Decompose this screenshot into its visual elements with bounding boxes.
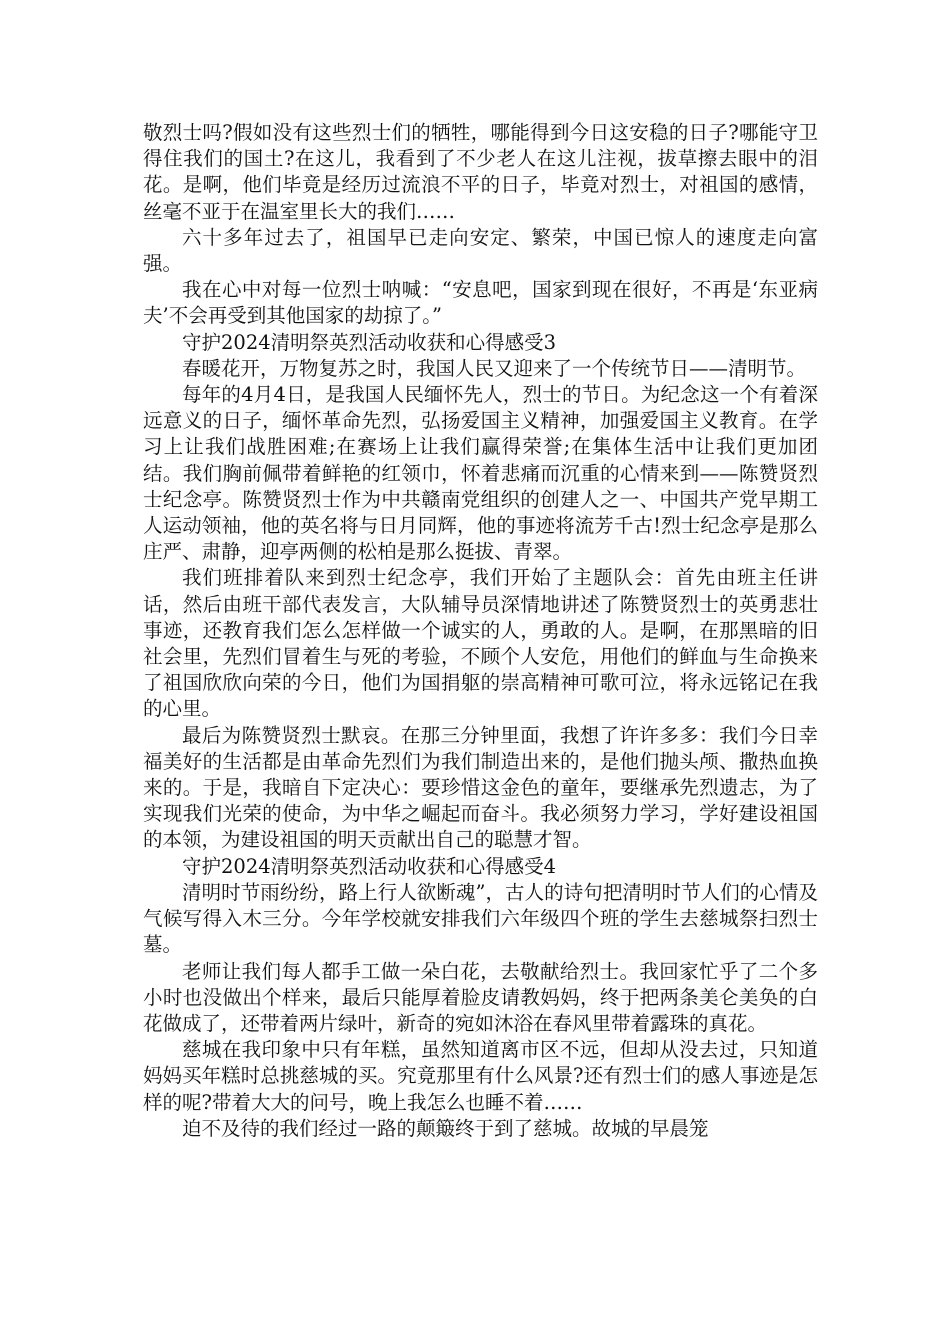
body-paragraph: 慈城在我印象中只有年糕，虽然知道离市区不远，但却从没去过，只知道妈妈买年糕时总挑慈城的买。究竟那里有什么风景?还有烈士们的感人事迹是怎样的呢?带着大大的问号，晚上我怎么也睡不着……	[143, 1038, 818, 1114]
body-paragraph: 每年的4月4日，是我国人民缅怀先人，烈士的节日。为纪念这一个有着深远意义的日子，缅怀革命先烈，弘扬爱国主义精神，加强爱国主义教育。在学习上让我们战胜困难;在赛场上让我们赢得荣誉;在集体生活中让我们更加团结。我们胸前佩带着鲜艳的红领巾，怀着悲痛而沉重的心情来到——陈赞贤烈士纪念亭。陈赞贤烈士作为中共赣南党组织的创建人之一、中国共产党早期工人运动领袖，他的英名将与日月同辉，他的事迹将流芳千古!烈士纪念亭是那么庄严、肃静，迎亭两侧的松柏是那么挺拔、青翠。	[143, 383, 818, 564]
body-paragraph: 老师让我们每人都手工做一朵白花，去敬献给烈士。我回家忙乎了二个多小时也没做出个样来，最后只能厚着脸皮请教妈妈，终于把两条美仑美奂的白花做成了，还带着两片绿叶，新奇的宛如沐浴在春风里带着露珠的真花。	[143, 959, 818, 1035]
body-paragraph: 我们班排着队来到烈士纪念亭，我们开始了主题队会：首先由班主任讲话，然后由班干部代表发言，大队辅导员深情地讲述了陈赞贤烈士的英勇悲壮事迹，还教育我们怎么怎样做一个诚实的人，勇敢的人。是啊，在那黑暗的旧社会里，先烈们冒着生与死的考验，不顾个人安危，用他们的鲜血与生命换来了祖国欣欣向荣的今日，他们为国捐躯的崇高精神可歌可泣，将永远铭记在我的心里。	[143, 566, 818, 721]
section-heading: 守护2024清明祭英烈活动收获和心得感受3	[182, 330, 557, 354]
section-heading: 守护2024清明祭英烈活动收获和心得感受4	[182, 854, 557, 878]
document-page	[143, 120, 818, 1142]
body-paragraph: 我在心中对每一位烈士呐喊：“安息吧，国家到现在很好，不再是‘东亚病夫’不会再受到其他国家的劫掠了。”	[143, 278, 818, 328]
body-paragraph: 六十多年过去了，祖国早已走向安定、繁荣，中国已惊人的速度走向富强。	[143, 225, 818, 276]
body-paragraph: 清明时节雨纷纷，路上行人欲断魂”，古人的诗句把清明时节人们的心情及气候写得入木三分。今年学校就安排我们六年级四个班的学生去慈城祭扫烈士墓。	[143, 880, 818, 957]
body-paragraph: 迫不及待的我们经过一路的颠簸终于到了慈城。故城的早晨笼	[182, 1116, 709, 1140]
body-paragraph: 敬烈士吗?假如没有这些烈士们的牺牲，哪能得到今日这安稳的日子?哪能守卫得住我们的国土?在这儿，我看到了不少老人在这儿注视，拔草擦去眼中的泪花。是啊，他们毕竟是经历过流浪不平的日子，毕竟对烈士，对祖国的感情，丝毫不亚于在温室里长大的我们……	[143, 121, 818, 223]
body-paragraph: 春暖花开，万物复苏之时，我国人民又迎来了一个传统节日——清明节。	[182, 356, 807, 380]
body-paragraph: 最后为陈赞贤烈士默哀。在那三分钟里面，我想了许许多多：我们今日幸福美好的生活都是由革命先烈们为我们制造出来的，是他们抛头颅、撒热血换来的。于是，我暗自下定决心：要珍惜这金色的童年，要继承先烈遗志，为了实现我们光荣的使命，为中华之崛起而奋斗。我必须努力学习，学好建设祖国的本领，为建设祖国的明天贡献出自己的聪慧才智。	[143, 723, 818, 852]
